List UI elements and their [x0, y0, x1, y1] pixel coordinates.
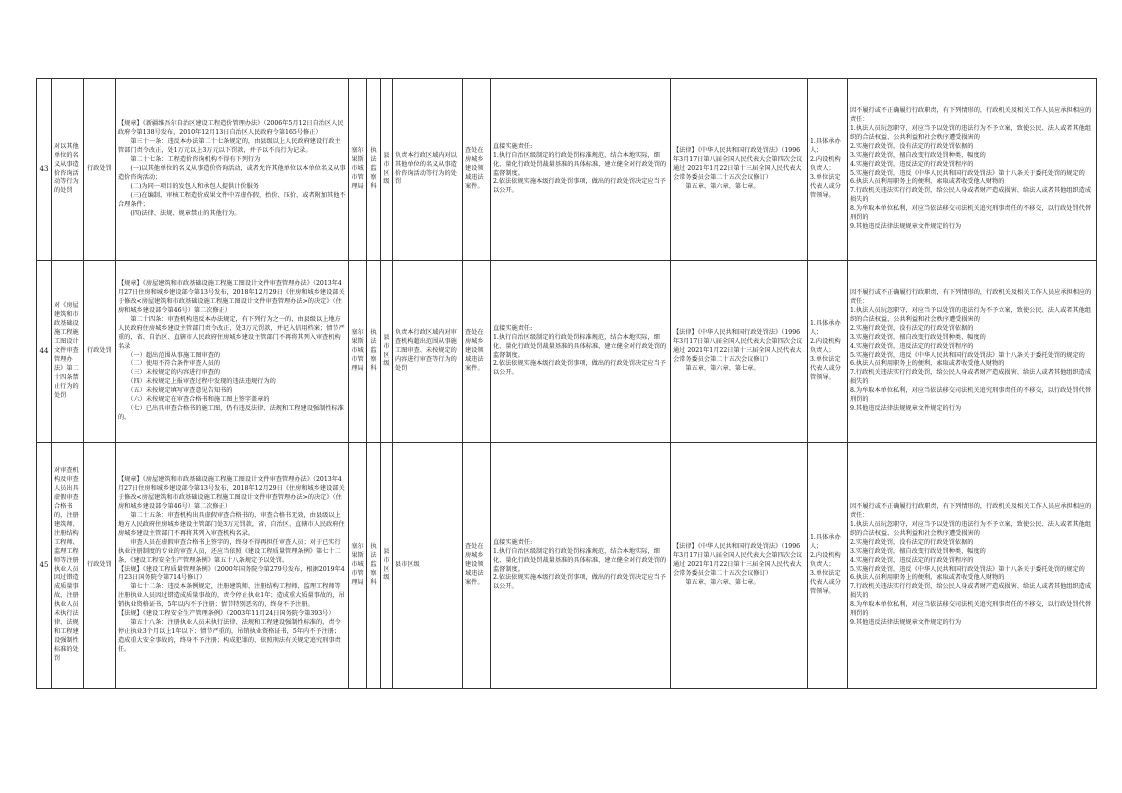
liability: 因不履行或不正确履行行政职责，有下列情形的，行政机关及相关工作人员应承担相应的责任： 1.执法人员玩忽职守，对应当予以处罚的违法行为不予立案，致使公民、法人或者其他组织的合法权益、公共利益和社会秩序遭受损害的 2.实施行政处罚，没有法定的行政处罚依据的 3.实施行政处罚，擅自改变行政处罚种类、幅度的 4.实施行政处罚，违反法定的行政处罚程序的 5.实施行政处罚，违反《中华人民共和国行政处罚法》第十八条关于委托处罚的规定的 6.执法人员利用职务上的便利，索取或者收受他人财物的 7.行政机关违法实行行政处罚，给公民人身或者财产造成损害、给法人或者其他组织造成损失的 8.为牟取本单位私利，对应当依法移交司法机关追究刑事责任的不移交，以行政处罚代替刑罚的 9.其他违反法律法规规章文件规定的行为	[848, 261, 1097, 443]
unit: 执法监察科	[367, 79, 381, 261]
content: 负责本行政区域内对以其他单位的名义从事造价咨询活动等行为的处罚	[393, 79, 463, 261]
item-category: 行政处罚	[84, 79, 116, 261]
duty: 查处在房城乡建设领域违法案件。	[463, 261, 491, 443]
row-number: 43	[37, 79, 52, 261]
table-row	[37, 261, 1097, 443]
department: 塞尔果斯市城市管理局	[349, 443, 367, 689]
item-name: 对以其他单位的名义从事造价咨询活动等行为的处罚	[52, 79, 84, 261]
department: 塞尔果斯市城市管理局	[349, 261, 367, 443]
legal-basis: 【规章】《房屋建筑和市政基础设施工程施工图设计文件审查管理办法》（2013年4月27日住房和城乡建设部令第13号发布，2018年12月29日《住房和城乡建设部关于修改<房屋建筑和市政基础设施工程施工图设计文件审查管理办法>的决定》（住房和城乡建设部令第46号）第二次修正） 第二十五条：审查机构出具虚假审查合格书的，审查合格书无效，由县级以上地方人民政府住房城乡建设主管部门处3万元罚款，省、自治区、直辖市人民政府住房城乡建设主管部门不再将其列入审查机构名录。 审查人员在虚假审查合格书上签字的，终身不得再担任审查人员；对于已实行执业注册制度的专业的审查人员，还应当依照《建设工程质量管理条例》第七十二条、《建设工程安全生产管理条例》第五十八条规定予以处罚。 【法规】《建设工程质量管理条例》（2000年国务院令第279号发布，根据2019年4月23日国务院令第714号修订） 第七十二条：违反本条例规定，注册建筑师、注册结构工程师、监理工程师等注册执业人员因过错造成质量事故的，责令停止执业1年；造成重大质量事故的，吊销执业资格证书，5年以内不予注册；情节特别恶劣的，终身不予注册。 【法规】《建设工程安全生产管理条例》（2003年11月24日国务院令第393号） 第五十八条：注册执业人员未执行法律、法规和工程建设强制性标准的，责令停止执业3个月以上1年以下；情节严重的，吊销执业资格证书，5年内不予注册；造成重大安全事故的，终身不予注册；构成犯罪的，依照刑法有关规定追究刑事责任。	[116, 443, 349, 689]
responsibility-table	[36, 78, 1097, 689]
department: 塞尔果斯市城市管理局	[349, 79, 367, 261]
measures: 直接实施责任: 1.执行自治区级制定的行政处罚标准规范，结合本地实际，细化、量化行政处罚裁量基准的具体标准，建立健全对行政处罚的监督制度。 2.依法依规实施本级行政处罚事项，做出的行政处罚决定应当予以公开。	[491, 443, 671, 689]
measures: 直接实施责任: 1.执行自治区级制定的行政处罚标准规范，结合本地实际，细化、量化行政处罚裁量基准的具体标准，建立健全对行政处罚的监督制度。 2.依法依规实施本级行政处罚事项，做出的行政处罚决定应当予以公开。	[491, 261, 671, 443]
level: 县市区级	[381, 443, 393, 689]
unit: 执法监察科	[367, 261, 381, 443]
measures: 直接实施责任: 1.执行自治区级制定的行政处罚标准规范，结合本地实际，细化、量化行政处罚裁量基准的具体标准，建立健全对行政处罚的监督制度。 2.依法依规实施本级行政处罚事项，做出的行政处罚决定应当予以公开。	[491, 79, 671, 261]
legal-basis: 【规章】《房屋建筑和市政基础设施工程施工图设计文件审查管理办法》（2013年4月27日住房和城乡建设部令第13号发布，2018年12月29日《住房和城乡建设部关于修改<房屋建筑和市政基础设施工程施工图设计文件审查管理办法>的决定》（住房和城乡建设部令第46号）第二次修正） 第二十四条：审查机构违反本办法规定，有下列行为之一的，由县级以上地方人民政府住房城乡建设主管部门责令改正，处3万元罚款，并记入信用档案；情节严重的，省、自治区、直辖市人民政府住房城乡建设主管部门不再将其列入审查机构名录 （一）超出范围从事施工图审查的 （二）使用不符合条件审查人员的 （三）未按规定的内容进行审查的 （四）未按规定上报审查过程中发现的违法违规行为的 （五）未按规定填写审查意见告知书的 （六）未按规定在审查合格书和施工图上签字盖章的 （七）已出具审查合格书的施工图，仍有违反法律、法规和工程建设强制性标准的。	[116, 261, 349, 443]
unit: 执法监察科	[367, 443, 381, 689]
item-category: 行政处罚	[84, 261, 116, 443]
penalty-law: 【法律】《中华人民共和国行政处罚法》（1996年3月17日第八届全国人民代表大会第四次会议通过 2021年1月22日第十三届全国人民代表大会常务委员会第二十五次会议修订） 第五章、第六章、第七章。	[671, 79, 808, 261]
level: 县市区级	[381, 261, 393, 443]
content: 县市区级	[393, 443, 463, 689]
row-number: 45	[37, 443, 52, 689]
level: 县市区级	[381, 79, 393, 261]
item-category: 行政处罚	[84, 443, 116, 689]
responsible-subject: 1.具体承办人； 2.内设机构负责人； 3.单位法定代表人或分管领导。	[808, 79, 848, 261]
penalty-law: 【法律】《中华人民共和国行政处罚法》（1996年3月17日第八届全国人民代表大会第四次会议通过 2021年1月22日第十三届全国人民代表大会常务委员会第二十五次会议修订） 第五章、第六章、第七章。	[671, 443, 808, 689]
table-row	[37, 443, 1097, 689]
duty: 查处在房城乡建设领域违法案件。	[463, 79, 491, 261]
responsible-subject: 1.具体承办人； 2.内设机构负责人； 3.单位法定代表人或分管领导。	[808, 261, 848, 443]
duty: 查处在房城乡建设领域违法案件。	[463, 443, 491, 689]
row-number: 44	[37, 261, 52, 443]
content: 负责本行政区域内对审查机构超出范围从事施工图审查、未按规定的内容进行审查等行为的处罚	[393, 261, 463, 443]
legal-basis: 【规章】《新疆维吾尔自治区建设工程造价管理办法》（2006年5月12日自治区人民政府令第138号发布，2010年12月13日自治区人民政府令第165号修正） 第三十一条：违反本办法第二十七条规定的，由县级以上人民政府建设行政主管部门责令改正，处1万元以上3万元以下罚款，并予以不良行为记录。 第二十七条：工程造价咨询机构不得有下列行为 (一)以其他单位的名义从事造价咨询活动，或者允许其他单位以本单位名义从事造价咨询活动； (二)为同一项目的发包人和承包人提供计价服务 (三)在编制、审核工程造价成果文件中弄虚作假，抬价、压价，或者附加其他不合理条件； (四)法律、法规、规章禁止的其他行为。	[116, 79, 349, 261]
liability: 因不履行或不正确履行行政职责，有下列情形的，行政机关及相关工作人员应承担相应的责任： 1.执法人员玩忽职守，对应当予以处罚的违法行为不予立案，致使公民、法人或者其他组织的合法权益、公共利益和社会秩序遭受损害的 2.实施行政处罚，没有法定的行政处罚依据的 3.实施行政处罚，擅自改变行政处罚种类、幅度的 4.实施行政处罚，违反法定的行政处罚程序的 5.实施行政处罚，违反《中华人民共和国行政处罚法》第十八条关于委托处罚的规定的 6.执法人员利用职务上的便利，索取或者收受他人财物的 7.行政机关违法实行行政处罚，给公民人身或者财产造成损害、给法人或者其他组织造成损失的 8.为牟取本单位私利，对应当依法移交司法机关追究刑事责任的不移交，以行政处罚代替刑罚的 9.其他违反法律法规规章文件规定的行为	[848, 443, 1097, 689]
liability: 因不履行或不正确履行行政职责，有下列情形的，行政机关及相关工作人员应承担相应的责任： 1.执法人员玩忽职守，对应当予以处罚的违法行为不予立案，致使公民、法人或者其他组织的合法权益、公共利益和社会秩序遭受损害的 2.实施行政处罚，没有法定的行政处罚依据的 3.实施行政处罚，擅自改变行政处罚种类、幅度的 4.实施行政处罚，违反法定的行政处罚程序的 5.实施行政处罚，违反《中华人民共和国行政处罚法》第十八条关于委托处罚的规定的 6.执法人员利用职务上的便利，索取或者收受他人财物的 7.行政机关违法实行行政处罚，给公民人身或者财产造成损害、给法人或者其他组织造成损失的 8.为牟取本单位私利，对应当依法移交司法机关追究刑事责任的不移交，以行政处罚代替刑罚的 9.其他违反法律法规规章文件规定的行为	[848, 79, 1097, 261]
item-name: 对《房屋建筑和市政基础设施工程施工图设计文件审查管理办法》第二十四条禁止行为的处罚	[52, 261, 84, 443]
item-name: 对审查机构及审查人员出具虚假审查合格书的，注册建筑师、注册结构工程师、监理工程师等注册执业人员因过错造成质量事故，注册执业人员未执行法律、法规和工程建设强制性标准的处罚	[52, 443, 84, 689]
responsible-subject: 1.具体承办人； 2.内设机构负责人； 3.单位法定代表人或分管领导。	[808, 443, 848, 689]
penalty-law: 【法律】《中华人民共和国行政处罚法》（1996年3月17日第八届全国人民代表大会第四次会议通过 2021年1月22日第十三届全国人民代表大会常务委员会第二十五次会议修订） 第五章、第六章、第七章。	[671, 261, 808, 443]
table-row	[37, 79, 1097, 261]
